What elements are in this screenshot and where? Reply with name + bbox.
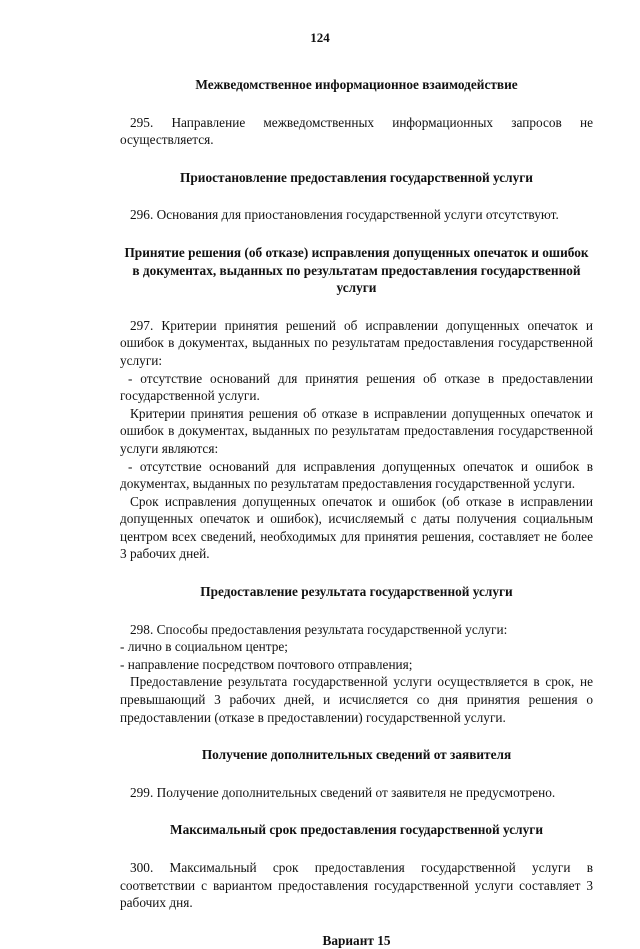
section-heading: Предоставление результата государственной услуги (200, 584, 513, 600)
section-heading: Получение дополнительных сведений от заявителя (201, 747, 512, 763)
list-item: - лично в социальном центре; (120, 639, 288, 655)
paragraph: 300. Максимальный срок предоставления государственной услуги в соответствии с вариантом предоставления государственной услуги составляет 3 рабочих дня. (120, 860, 593, 911)
paragraph: 298. Способы предоставления результата государственной услуги: (130, 621, 508, 637)
list-item: - направление посредством почтового отправления; (120, 656, 413, 672)
paragraph: Предоставление результата государственной услуги осуществляется в срок, не превышающий 3 рабочих дней, и исчисляется со дня принятия решения о предоставлении (отказе в предоставлении) государственной услуги. (120, 674, 593, 725)
variant-heading: Вариант 15 (322, 932, 391, 948)
list-item: - отсутствие оснований для принятия решения об отказе в предоставлении государственной услуги. (120, 370, 593, 404)
paragraph: 299. Получение дополнительных сведений от заявителя не предусмотрено. (130, 784, 556, 800)
section-heading: Максимальный срок предоставления государственной услуги (170, 822, 543, 838)
paragraph: 295. Направление межведомственных информационных запросов не осуществляется. (120, 114, 593, 148)
page-number: 124 (310, 30, 330, 45)
section-heading: Принятие решения (об отказе) исправления допущенных опечаток и ошибок в документах, выданных по результатам предоставления государственной услуги (124, 244, 589, 296)
paragraph: Критерии принятия решения об отказе в исправлении допущенных опечаток и ошибок в документах, выданных по результатам предоставления государственной услуги являются: (120, 405, 593, 456)
paragraph: 296. Основания для приостановления государственной услуги отсутствуют. (130, 207, 559, 223)
paragraph: Срок исправления допущенных опечаток и ошибок (об отказе в исправлении допущенных опечаток и ошибок), исчисляемый с даты получения социальным центром всех сведений, необходимых для принятия решения, составляет не более 3 рабочих дней. (120, 493, 593, 562)
document-body (120, 76, 593, 949)
section-heading: Приостановление предоставления государственной услуги (180, 169, 533, 185)
list-item: - отсутствие оснований для исправления допущенных опечаток и ошибок в документах, выданных по результатам предоставления государственной услуги. (120, 458, 593, 492)
section-heading: Межведомственное информационное взаимодействие (195, 77, 518, 92)
paragraph: 297. Критерии принятия решений об исправлении допущенных опечаток и ошибок в документах, выданных по результатам предоставления государственной услуги: (120, 317, 593, 368)
